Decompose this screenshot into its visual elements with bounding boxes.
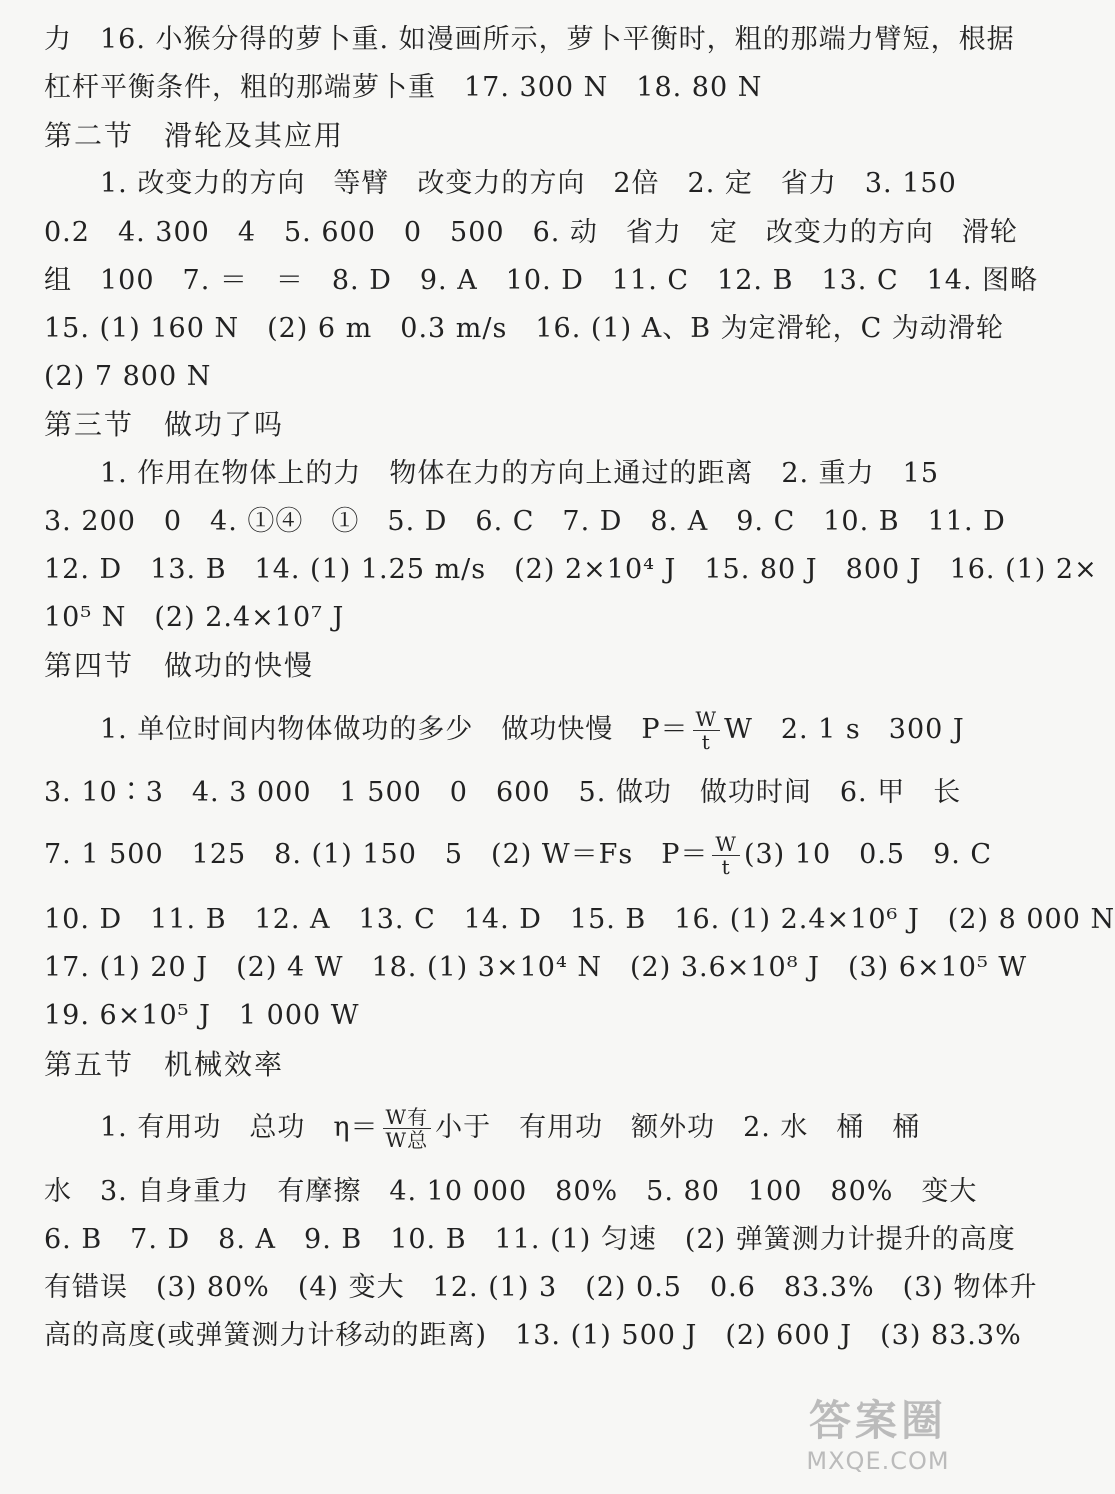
watermark-logo: 答案圈 [808,1396,947,1445]
fraction-efficiency [383,1106,432,1151]
text-part: 小于 有用功 额外功 2. 水 桶 桶 [435,1112,921,1143]
section-heading-2: 第二节 滑轮及其应用 [44,119,345,152]
text-part: 7. 1 500 125 8. (1) 150 5 (2) W＝Fs P＝ [44,839,709,870]
fraction-numerator: W有 [383,1106,432,1129]
text-line: 19. 6×10⁵ J 1 000 W [44,1000,360,1031]
fraction-power-definition [693,708,721,753]
text-line: 12. D 13. B 14. (1) 1.25 m/s (2) 2×10⁴ J 15. 80 J 800 J 16. (1) 2× [44,554,1098,585]
section-heading-3: 第三节 做功了吗 [44,408,285,441]
text-line: 15. (1) 160 N (2) 6 m 0.3 m/s 16. (1) A、B 为定滑轮，C 为动滑轮 [44,313,1004,344]
text-line-with-fraction [100,1106,980,1151]
text-line: (2) 7 800 N [44,361,212,392]
text-line: 0.2 4. 300 4 5. 600 0 500 6. 动 省力 定 改变力的方向 滑轮 [44,217,1018,248]
section-heading-5: 第五节 机械效率 [44,1048,285,1081]
text-line: 3. 200 0 4. ①④ ① 5. D 6. C 7. D 8. A 9. C 10. B 11. D [44,506,1006,537]
fraction-denominator: t [701,730,711,754]
text-line: 水 3. 自身重力 有摩擦 4. 10 000 80% 5. 80 100 80% 变大 [44,1176,978,1207]
fraction-numerator: W [712,833,740,856]
fraction-numerator: W [693,708,721,731]
text-line-with-fraction [100,708,980,753]
text-line: 3. 10∶3 4. 3 000 1 500 0 600 5. 做功 做功时间 6. 甲 长 [44,777,962,808]
site-watermark [778,1396,978,1486]
text-line: 杠杆平衡条件，粗的那端萝卜重 17. 300 N 18. 80 N [44,72,763,103]
text-line: 6. B 7. D 8. A 9. B 10. B 11. (1) 匀速 (2) 弹簧测力计提升的高度 [44,1224,1016,1255]
text-line: 10⁵ N (2) 2.4×10⁷ J [44,602,345,633]
fraction-power-formula [712,833,740,878]
text-line: 17. (1) 20 J (2) 4 W 18. (1) 3×10⁴ N (2) 3.6×10⁸ J (3) 6×10⁵ W [44,952,1028,983]
text-part: (3) 10 0.5 9. C [743,839,993,870]
fraction-denominator: t [721,855,731,879]
text-line-with-fraction [44,832,993,879]
text-line: 1. 作用在物体上的力 物体在力的方向上通过的距离 2. 重力 15 [100,458,940,489]
text-part: 1. 有用功 总功 η＝ [100,1112,379,1143]
text-part: 1. 单位时间内物体做功的多少 做功快慢 P＝ [100,714,689,745]
section-heading-4: 第四节 做功的快慢 [44,649,315,682]
watermark-url: MXQE.COM [806,1447,950,1475]
fraction-denominator: W总 [385,1128,429,1152]
text-line: 10. D 11. B 12. A 13. C 14. D 15. B 16. (1) 2.4×10⁶ J (2) 8 000 N [44,904,1115,935]
text-part: W 2. 1 s 300 J [724,714,965,745]
text-line: 高的高度(或弹簧测力计移动的距离) 13. (1) 500 J (2) 600 J (3) 83.3% [44,1320,1022,1351]
text-line: 力 16. 小猴分得的萝卜重. 如漫画所示，萝卜平衡时，粗的那端力臂短，根据 [44,24,1015,55]
text-line: 有错误 (3) 80% (4) 变大 12. (1) 3 (2) 0.5 0.6 83.3% (3) 物体升 [44,1272,1038,1303]
text-line: 组 100 7. ＝ ＝ 8. D 9. A 10. D 11. C 12. B 13. C 14. 图略 [44,265,1039,296]
text-line: 1. 改变力的方向 等臂 改变力的方向 2倍 2. 定 省力 3. 150 [100,168,957,199]
